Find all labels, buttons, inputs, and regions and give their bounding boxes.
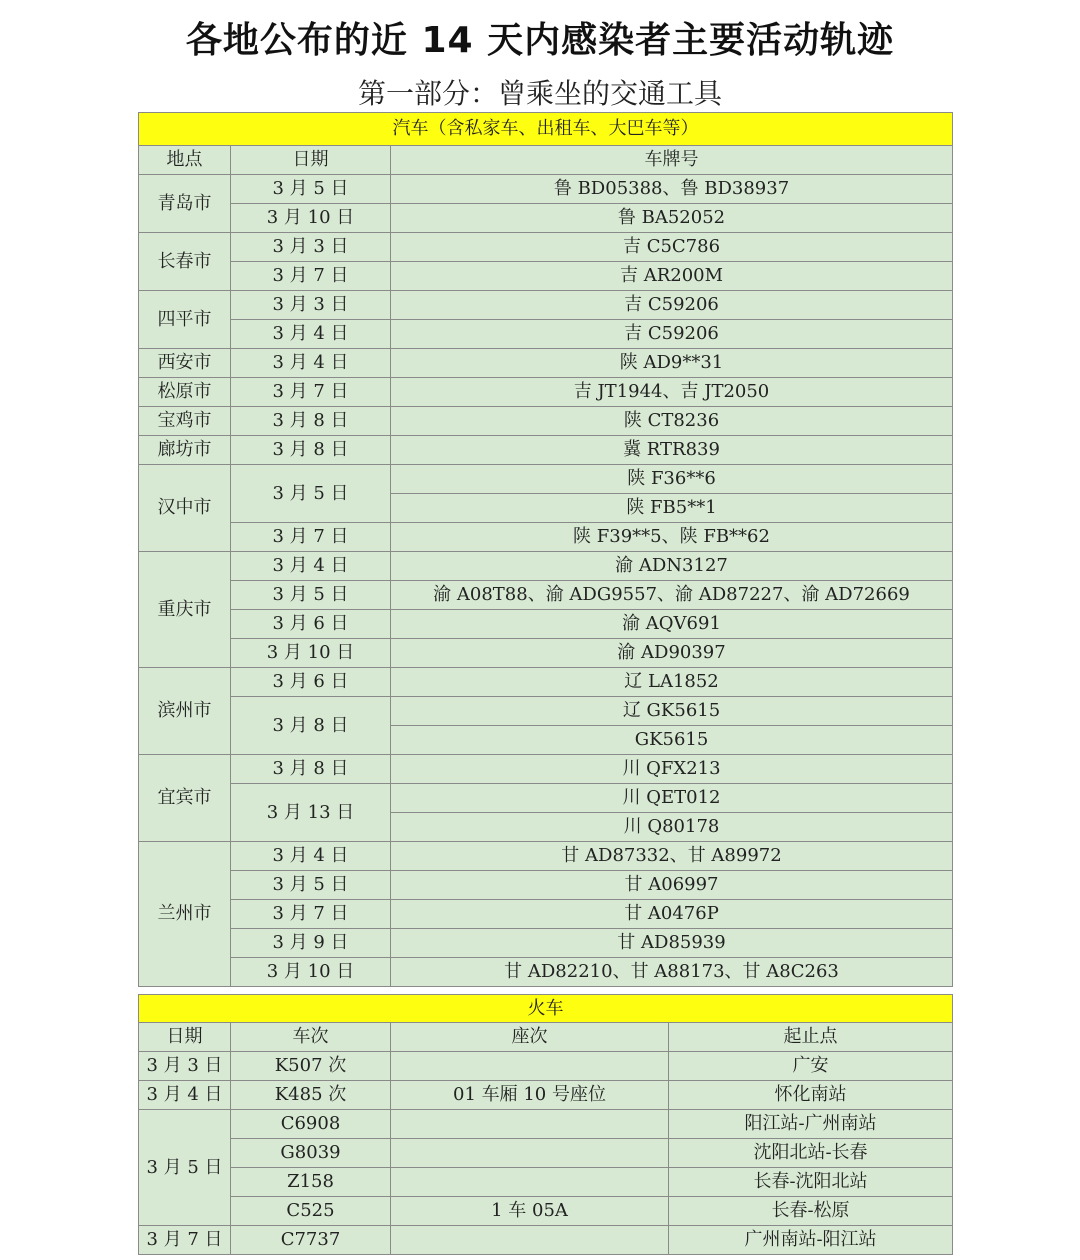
train-number-cell: C525 [231,1197,391,1226]
table-row [139,349,953,378]
column-header-seat: 座次 [391,1023,669,1052]
train-number-cell: K507 次 [231,1052,391,1081]
date-cell: 3 月 4 日 [231,552,391,581]
city-cell: 宜宾市 [139,755,231,842]
train-table [138,994,953,1255]
train-number-cell: C6908 [231,1110,391,1139]
plate-cell: 甘 A0476P [391,900,953,929]
column-header-train: 车次 [231,1023,391,1052]
table-row [139,1197,953,1226]
table-row [139,581,953,610]
page-title: 各地公布的近 14 天内感染者主要活动轨迹 [185,20,895,61]
plate-cell: GK5615 [391,726,953,755]
table-row [139,929,953,958]
plate-cell: 川 QET012 [391,784,953,813]
column-header-route: 起止点 [669,1023,953,1052]
train-section-header-row [139,995,953,1023]
route-cell: 广安 [669,1052,953,1081]
date-cell: 3 月 5 日 [139,1110,231,1226]
city-cell: 西安市 [139,349,231,378]
city-cell: 宝鸡市 [139,407,231,436]
table-row [139,291,953,320]
plate-cell: 陕 AD9**31 [391,349,953,378]
date-cell: 3 月 7 日 [231,523,391,552]
column-header-date: 日期 [231,146,391,175]
table-row [139,1110,953,1139]
table-row [139,958,953,987]
date-cell: 3 月 8 日 [231,407,391,436]
date-cell: 3 月 7 日 [231,262,391,291]
seat-cell [391,1139,669,1168]
table-row [139,407,953,436]
city-cell: 青岛市 [139,175,231,233]
date-cell: 3 月 10 日 [231,958,391,987]
table-row [139,610,953,639]
page-subtitle: 第一部分：曾乘坐的交通工具 [357,77,722,110]
date-cell: 3 月 7 日 [139,1226,231,1255]
plate-cell: 甘 A06997 [391,871,953,900]
date-cell: 3 月 8 日 [231,755,391,784]
seat-cell [391,1226,669,1255]
train-section-header: 火车 [139,995,953,1023]
date-cell: 3 月 4 日 [231,349,391,378]
table-row [139,871,953,900]
route-cell: 阳江站-广州南站 [669,1110,953,1139]
city-cell: 汉中市 [139,465,231,552]
train-number-cell: G8039 [231,1139,391,1168]
date-cell: 3 月 3 日 [231,233,391,262]
table-row [139,320,953,349]
train-column-header-row [139,1023,953,1052]
plate-cell: 渝 A08T88、渝 ADG9557、渝 AD87227、渝 AD72669 [391,581,953,610]
date-cell: 3 月 8 日 [231,697,391,755]
date-cell: 3 月 8 日 [231,436,391,465]
date-cell: 3 月 4 日 [139,1081,231,1110]
plate-cell: 渝 AD90397 [391,639,953,668]
table-row [139,1052,953,1081]
date-cell: 3 月 5 日 [231,465,391,523]
route-cell: 怀化南站 [669,1081,953,1110]
city-cell: 四平市 [139,291,231,349]
plate-cell: 冀 RTR839 [391,436,953,465]
plate-cell: 川 Q80178 [391,813,953,842]
table-row [139,755,953,784]
table-row [139,1226,953,1255]
date-cell: 3 月 3 日 [231,291,391,320]
table-row [139,1168,953,1197]
car-table [138,112,953,987]
table-row [139,552,953,581]
plate-cell: 鲁 BA52052 [391,204,953,233]
date-cell: 3 月 5 日 [231,871,391,900]
plate-cell: 甘 AD85939 [391,929,953,958]
train-number-cell: K485 次 [231,1081,391,1110]
table-row [139,233,953,262]
plate-cell: 吉 C59206 [391,320,953,349]
plate-cell: 甘 AD87332、甘 A89972 [391,842,953,871]
car-column-header-row [139,146,953,175]
car-section-header-row [139,113,953,146]
route-cell: 广州南站-阳江站 [669,1226,953,1255]
table-row [139,1081,953,1110]
date-cell: 3 月 9 日 [231,929,391,958]
plate-cell: 吉 C5C786 [391,233,953,262]
plate-cell: 陕 F36**6 [391,465,953,494]
table-row [139,175,953,204]
date-cell: 3 月 5 日 [231,581,391,610]
date-cell: 3 月 4 日 [231,842,391,871]
date-cell: 3 月 7 日 [231,378,391,407]
date-cell: 3 月 10 日 [231,639,391,668]
table-row [139,1139,953,1168]
seat-cell: 1 车 05A [391,1197,669,1226]
plate-cell: 甘 AD82210、甘 A88173、甘 A8C263 [391,958,953,987]
table-row [139,900,953,929]
car-section-header: 汽车（含私家车、出租车、大巴车等） [139,113,953,146]
table-row [139,436,953,465]
date-cell: 3 月 3 日 [139,1052,231,1081]
table-row [139,697,953,726]
date-cell: 3 月 13 日 [231,784,391,842]
city-cell: 松原市 [139,378,231,407]
route-cell: 沈阳北站-长春 [669,1139,953,1168]
seat-cell [391,1168,669,1197]
table-row [139,784,953,813]
plate-cell: 陕 FB5**1 [391,494,953,523]
date-cell: 3 月 4 日 [231,320,391,349]
column-header-location: 地点 [139,146,231,175]
table-row [139,523,953,552]
table-row [139,842,953,871]
city-cell: 兰州市 [139,842,231,987]
table-row [139,639,953,668]
plate-cell: 陕 CT8236 [391,407,953,436]
plate-cell: 渝 ADN3127 [391,552,953,581]
table-row [139,668,953,697]
plate-cell: 辽 GK5615 [391,697,953,726]
train-number-cell: Z158 [231,1168,391,1197]
date-cell: 3 月 5 日 [231,175,391,204]
seat-cell [391,1052,669,1081]
city-cell: 重庆市 [139,552,231,668]
date-cell: 3 月 7 日 [231,900,391,929]
city-cell: 廊坊市 [139,436,231,465]
seat-cell: 01 车厢 10 号座位 [391,1081,669,1110]
date-cell: 3 月 10 日 [231,204,391,233]
date-cell: 3 月 6 日 [231,610,391,639]
table-row [139,465,953,494]
plate-cell: 吉 AR200M [391,262,953,291]
table-row [139,204,953,233]
table-row [139,262,953,291]
plate-cell: 辽 LA1852 [391,668,953,697]
city-cell: 滨州市 [139,668,231,755]
column-header-date: 日期 [139,1023,231,1052]
table-row [139,378,953,407]
plate-cell: 鲁 BD05388、鲁 BD38937 [391,175,953,204]
train-number-cell: C7737 [231,1226,391,1255]
seat-cell [391,1110,669,1139]
column-header-plate: 车牌号 [391,146,953,175]
date-cell: 3 月 6 日 [231,668,391,697]
plate-cell: 吉 JT1944、吉 JT2050 [391,378,953,407]
plate-cell: 吉 C59206 [391,291,953,320]
route-cell: 长春-松原 [669,1197,953,1226]
route-cell: 长春-沈阳北站 [669,1168,953,1197]
plate-cell: 陕 F39**5、陕 FB**62 [391,523,953,552]
plate-cell: 川 QFX213 [391,755,953,784]
plate-cell: 渝 AQV691 [391,610,953,639]
city-cell: 长春市 [139,233,231,291]
